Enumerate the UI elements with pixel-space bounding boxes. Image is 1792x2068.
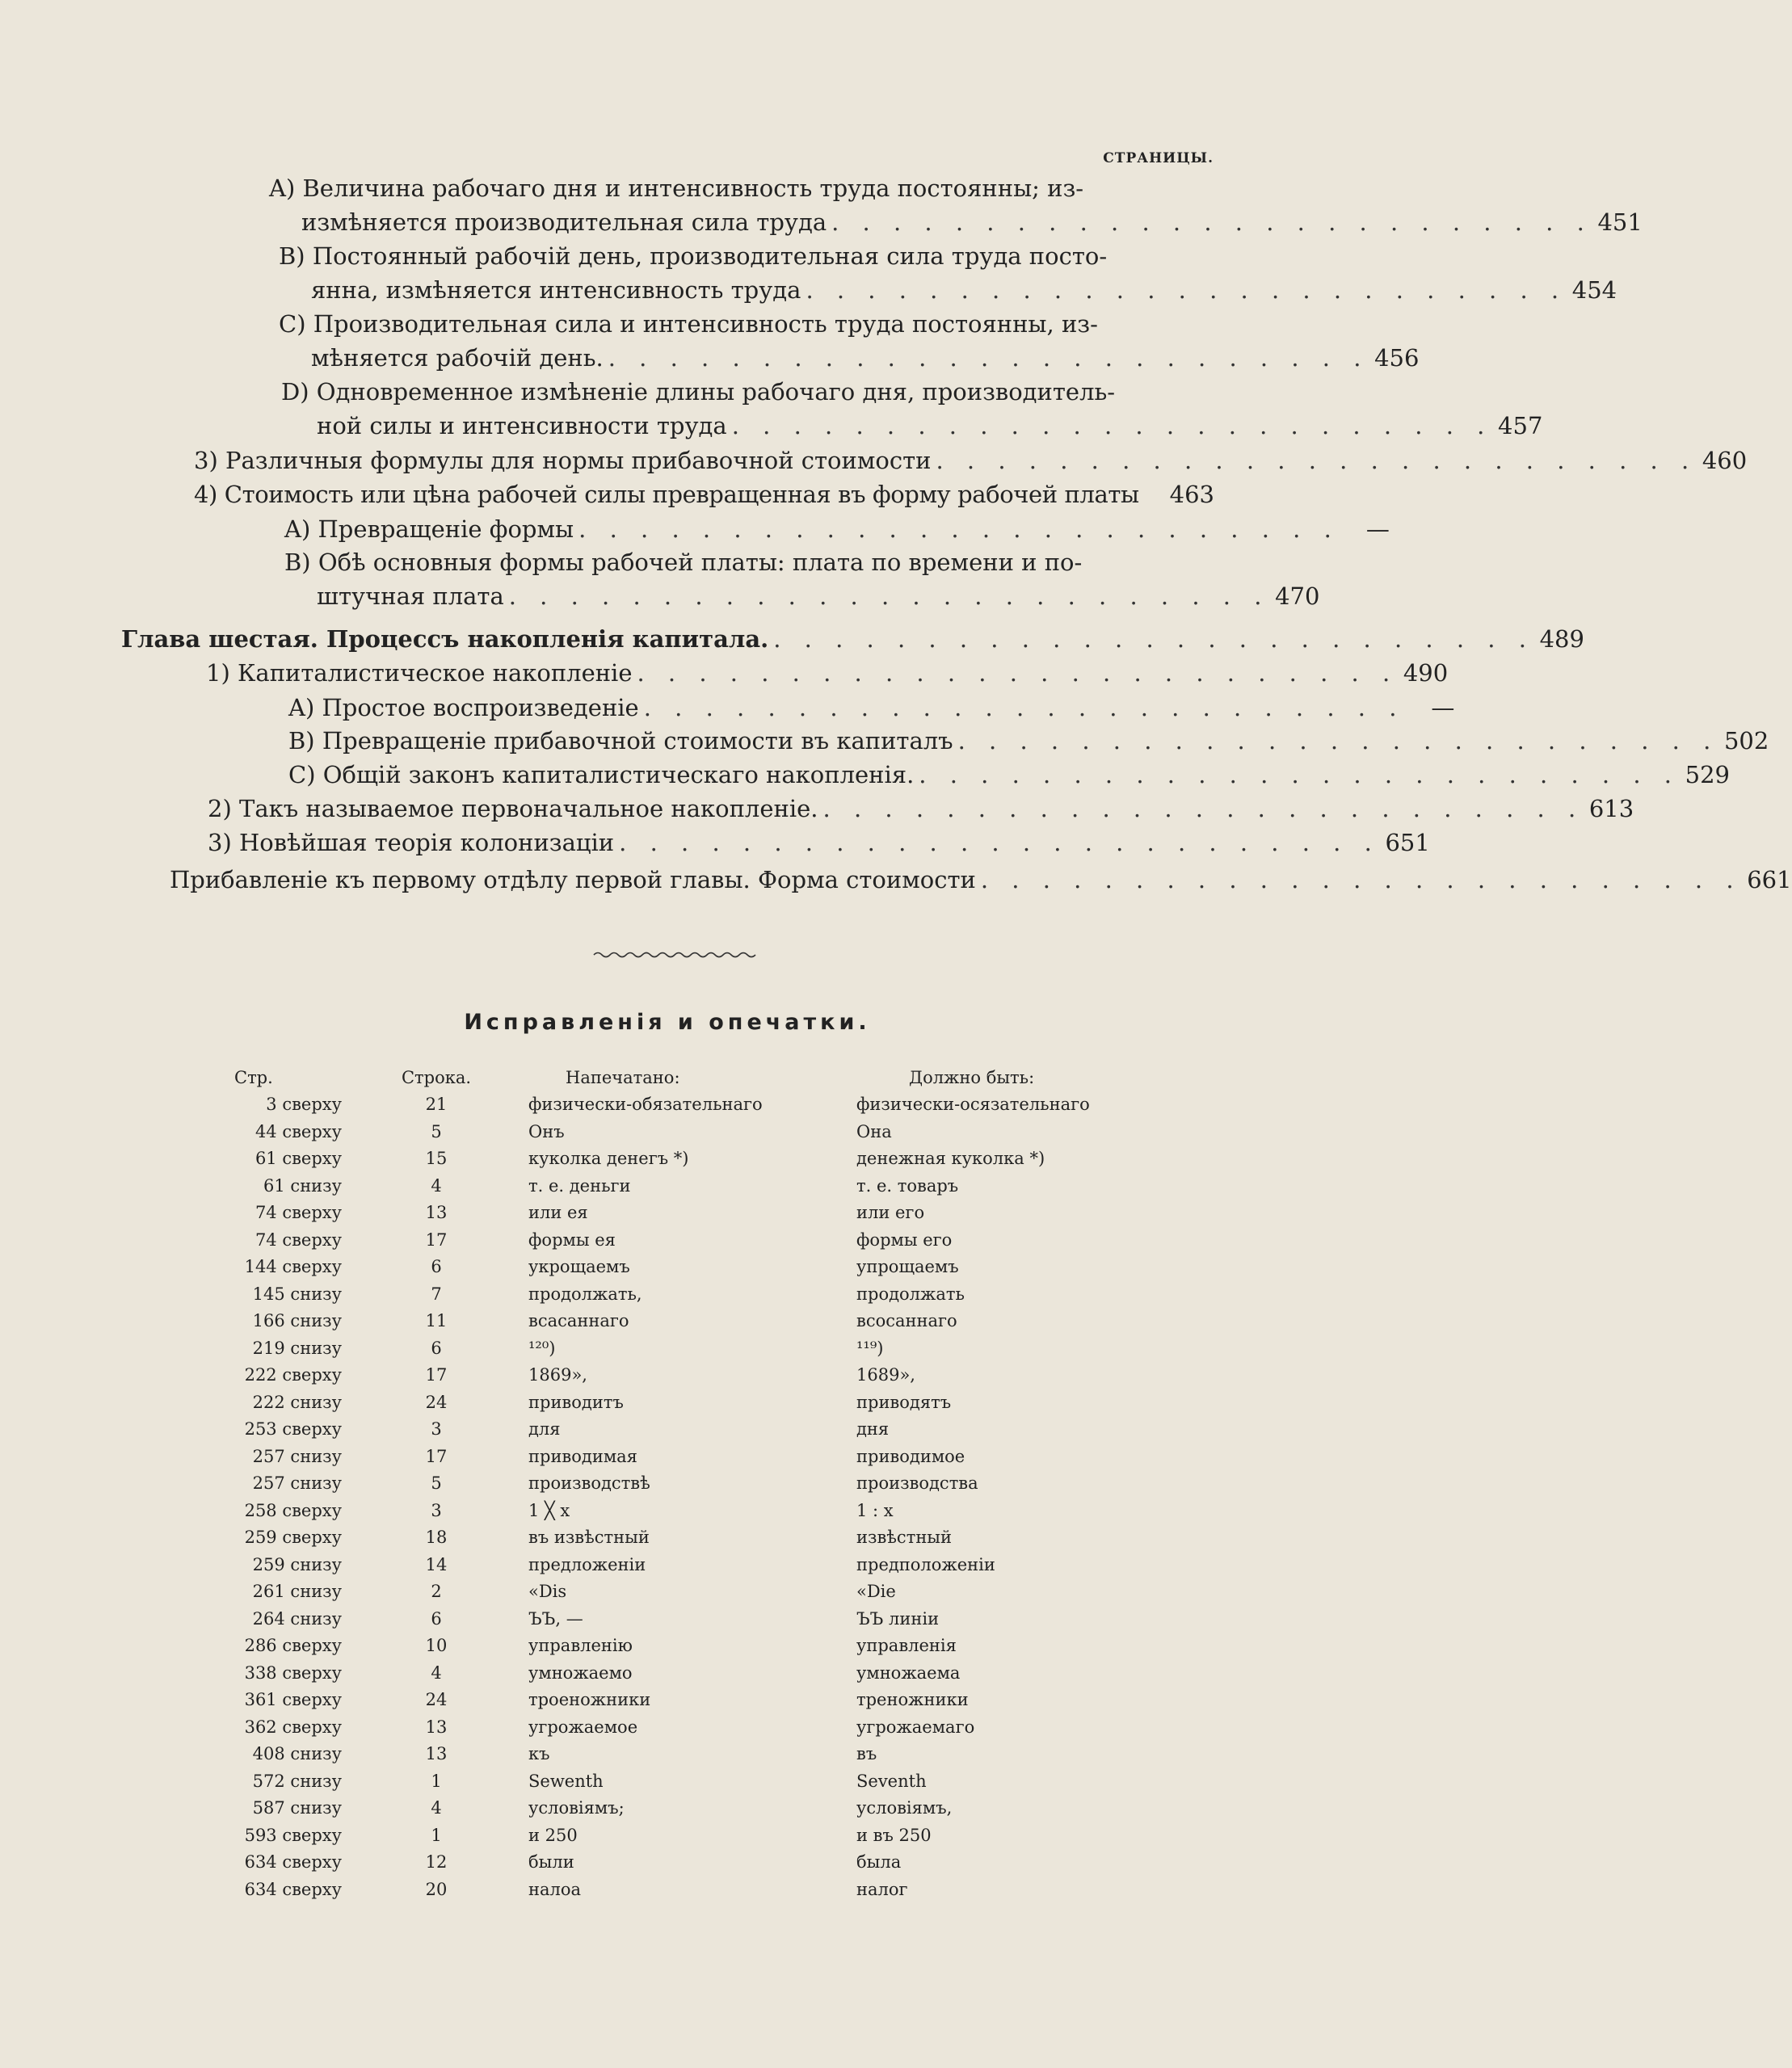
errata-printed: для xyxy=(528,1419,561,1439)
errata-row xyxy=(0,1176,1335,1203)
errata-should: «Die xyxy=(856,1582,896,1601)
toc-entry xyxy=(206,656,1449,690)
errata-row xyxy=(0,1257,1335,1284)
toc-line xyxy=(170,863,1792,897)
errata-should: Она xyxy=(856,1121,892,1141)
errata-line: 2 xyxy=(431,1582,442,1601)
errata-should: 1 : x xyxy=(856,1500,894,1520)
toc-text: штучная плата xyxy=(317,582,504,610)
toc-entry xyxy=(170,863,1792,897)
errata-printed: Онъ xyxy=(528,1121,565,1141)
errata-should: условіямъ, xyxy=(856,1798,953,1818)
errata-printed: всасаннаго xyxy=(528,1311,629,1330)
toc-line xyxy=(288,724,1769,758)
errata-printed: троеножники xyxy=(528,1690,651,1709)
errata-printed: угрожаемое xyxy=(528,1717,638,1737)
toc-line xyxy=(279,239,1214,273)
toc-page-number: 529 xyxy=(1685,761,1730,788)
errata-page: 219 снизу xyxy=(252,1338,342,1358)
errata-line: 20 xyxy=(425,1879,448,1899)
toc-entry xyxy=(194,443,1748,477)
errata-page: 634 сверху xyxy=(244,1879,342,1899)
toc-text: C) Общій законъ капиталистическаго накопленія. xyxy=(288,761,915,788)
errata-line: 7 xyxy=(431,1284,442,1304)
errata-line: 13 xyxy=(425,1717,448,1737)
errata-line: 6 xyxy=(431,1257,442,1276)
errata-row xyxy=(0,1717,1335,1744)
errata-row xyxy=(0,1690,1335,1717)
errata-page: 222 сверху xyxy=(244,1365,342,1385)
errata-page: 258 сверху xyxy=(244,1500,342,1520)
leader-dots: . . . . . . . . . . . . . . . . . . . . . . . . . xyxy=(608,344,1369,372)
errata-should: налог xyxy=(856,1879,908,1899)
errata-line: 13 xyxy=(425,1203,448,1222)
errata-page: 3 сверху xyxy=(266,1095,342,1114)
errata-line: 13 xyxy=(425,1744,448,1763)
errata-row xyxy=(0,1772,1335,1798)
toc-entry xyxy=(288,724,1769,758)
leader-dots: . . . . . . . . . . . . . . . . . . . . . . . . . xyxy=(619,829,1380,856)
errata-page: 257 снизу xyxy=(252,1473,342,1493)
toc-page-number: — xyxy=(1431,694,1455,721)
toc-line xyxy=(288,691,1455,725)
errata-should: приводятъ xyxy=(856,1392,952,1412)
errata-printed: 1 ╳ x xyxy=(528,1500,570,1520)
errata-page: 166 снизу xyxy=(252,1311,342,1330)
toc-text: A) Превращеніе формы xyxy=(284,515,574,543)
toc-text: A) Величина рабочаго дня и интенсивность труда постоянны; из- xyxy=(269,174,1084,202)
errata-line: 21 xyxy=(425,1095,448,1114)
toc-entry xyxy=(288,758,1730,792)
errata-page: 145 снизу xyxy=(252,1284,342,1304)
errata-row xyxy=(0,1473,1335,1500)
toc-page-number: 470 xyxy=(1275,582,1320,610)
errata-row xyxy=(0,1284,1335,1311)
toc-text: D) Одновременное измѣненіе длины рабочаго дня, производитель- xyxy=(281,378,1116,406)
errata-page: 587 снизу xyxy=(252,1798,342,1818)
errata-line: 1 xyxy=(431,1771,442,1791)
toc-text: B) Обѣ основныя формы рабочей платы: плата по времени и по- xyxy=(284,549,1083,576)
errata-line: 5 xyxy=(431,1121,442,1141)
errata-header-row xyxy=(0,1068,1335,1095)
errata-line: 14 xyxy=(425,1554,448,1574)
errata-page: 338 сверху xyxy=(244,1662,342,1683)
errata-row xyxy=(0,1636,1335,1662)
toc-text: янна, измѣняется интенсивность труда xyxy=(311,276,801,304)
errata-page: 634 сверху xyxy=(244,1852,342,1872)
errata-should: продолжать xyxy=(856,1284,965,1304)
errata-page: 362 сверху xyxy=(244,1717,342,1737)
errata-header-page: Стр. xyxy=(234,1068,273,1087)
toc-line xyxy=(288,758,1730,792)
errata-line: 6 xyxy=(431,1338,442,1358)
leader-dots: . . . . . . . . . . . . . . . . . . . . . . . . . xyxy=(508,582,1270,610)
errata-title: Исправленія и опечатки. xyxy=(464,1010,871,1035)
errata-line: 3 xyxy=(431,1500,442,1520)
errata-line: 17 xyxy=(425,1229,448,1250)
errata-printed: 1869», xyxy=(528,1365,587,1385)
toc-entry xyxy=(288,691,1455,725)
errata-page: 259 снизу xyxy=(252,1554,342,1574)
toc-text: B) Превращеніе прибавочной стоимости въ капиталъ xyxy=(288,727,953,754)
errata-header-line: Строка. xyxy=(401,1068,472,1087)
errata-row xyxy=(0,1419,1335,1446)
errata-page: 222 снизу xyxy=(252,1392,342,1412)
errata-printed: и 250 xyxy=(528,1825,578,1845)
errata-row xyxy=(0,1122,1335,1149)
errata-page: 361 сверху xyxy=(244,1690,342,1709)
errata-printed: или ея xyxy=(528,1203,588,1222)
errata-printed: Sewenth xyxy=(528,1771,604,1791)
errata-should: угрожаемаго xyxy=(856,1717,975,1737)
toc-entry xyxy=(208,792,1634,826)
errata-should: формы его xyxy=(856,1229,953,1250)
errata-printed: налоа xyxy=(528,1879,582,1899)
errata-line: 1 xyxy=(431,1825,442,1845)
toc-text: измѣняется производительная сила труда xyxy=(301,208,827,236)
toc-page-number: 456 xyxy=(1374,344,1420,372)
leader-dots: . . . . . . . . . . . . . . . . . . . . . . . . . xyxy=(643,694,1405,721)
errata-row xyxy=(0,1339,1335,1365)
errata-page: 61 сверху xyxy=(254,1149,342,1168)
toc-line xyxy=(284,512,1390,546)
toc-text: B) Постоянный рабочій день, производительная сила труда посто- xyxy=(279,242,1108,270)
errata-printed: «Dis xyxy=(528,1582,567,1601)
toc-line xyxy=(279,341,1420,375)
errata-row xyxy=(0,1582,1335,1608)
errata-page: 74 сверху xyxy=(254,1203,342,1222)
toc-chapter-entry xyxy=(121,622,1584,656)
toc-page-number: 661 xyxy=(1747,866,1792,893)
errata-header-should: Должно быть: xyxy=(909,1068,1035,1087)
errata-printed: управленію xyxy=(528,1636,633,1655)
errata-page: 261 снизу xyxy=(252,1582,342,1601)
errata-line: 6 xyxy=(431,1608,442,1629)
errata-printed: условіямъ; xyxy=(528,1798,625,1818)
leader-dots: . . . . . . . . . . . . . . . . . . . . . . . . . xyxy=(919,761,1680,788)
errata-row xyxy=(0,1852,1335,1879)
errata-line: 5 xyxy=(431,1473,442,1493)
toc-text: 2) Такъ называемое первоначальное накопленіе. xyxy=(208,795,818,822)
errata-line: 18 xyxy=(425,1528,448,1547)
leader-dots: . . . . . . . . . . . . . . . . . . . . . . . . . xyxy=(957,727,1719,754)
errata-should: дня xyxy=(856,1419,890,1439)
errata-printed: ¹²⁰) xyxy=(528,1338,556,1358)
toc-line xyxy=(208,792,1634,826)
toc-line xyxy=(208,826,1430,860)
errata-line: 12 xyxy=(425,1852,448,1872)
errata-printed: предложеніи xyxy=(528,1554,646,1574)
toc-line xyxy=(194,477,1214,511)
errata-line: 4 xyxy=(431,1798,442,1818)
errata-printed: были xyxy=(528,1852,574,1872)
errata-page: 408 снизу xyxy=(252,1744,342,1763)
toc-entry xyxy=(284,545,1320,613)
errata-should: 1689», xyxy=(856,1365,915,1385)
wavy-divider xyxy=(594,949,755,960)
errata-line: 3 xyxy=(431,1419,442,1439)
toc-text: Прибавленіе къ первому отдѣлу первой главы. Форма стоимости xyxy=(170,866,976,893)
errata-row xyxy=(0,1393,1335,1419)
toc-text: 4) Стоимость или цѣна рабочей силы превращенная въ форму рабочей платы xyxy=(194,481,1139,508)
errata-page: 74 сверху xyxy=(254,1229,342,1250)
toc-page-number: 457 xyxy=(1498,412,1543,439)
errata-printed: укрощаемъ xyxy=(528,1257,630,1276)
toc-line xyxy=(279,307,1214,341)
errata-row xyxy=(0,1311,1335,1338)
toc-line xyxy=(281,409,1543,443)
toc-line xyxy=(269,171,1214,205)
errata-line: 11 xyxy=(425,1311,448,1330)
errata-row xyxy=(0,1798,1335,1825)
errata-printed: къ xyxy=(528,1744,550,1763)
toc-text: Глава шестая. Процессъ накопленія капитала. xyxy=(121,625,769,653)
errata-line: 4 xyxy=(431,1662,442,1683)
errata-page: 286 сверху xyxy=(244,1636,342,1655)
errata-page: 572 снизу xyxy=(252,1771,342,1791)
toc-entry xyxy=(208,826,1430,860)
errata-should: умножаема xyxy=(856,1662,961,1683)
errata-row xyxy=(0,1555,1335,1582)
errata-row xyxy=(0,1230,1335,1257)
errata-printed: т. е. деньги xyxy=(528,1175,631,1196)
toc-page-number: 651 xyxy=(1385,829,1430,856)
toc-text: 3) Новѣйшая теорія колонизаціи xyxy=(208,829,615,856)
errata-printed: умножаемо xyxy=(528,1662,633,1683)
toc-text: ной силы и интенсивности труда xyxy=(317,412,727,439)
errata-row xyxy=(0,1528,1335,1554)
errata-printed: формы ея xyxy=(528,1229,616,1250)
errata-should: управленія xyxy=(856,1636,957,1655)
errata-printed: ЪЪ, — xyxy=(528,1608,583,1629)
toc-entry xyxy=(279,239,1617,307)
errata-line: 10 xyxy=(425,1636,448,1655)
leader-dots: . . . . . . . . . . . . . . . . . . . . . . . . . xyxy=(773,625,1534,653)
errata-should: ЪЪ линіи xyxy=(856,1608,940,1629)
errata-row xyxy=(0,1095,1335,1121)
errata-page: 264 снизу xyxy=(252,1608,342,1629)
toc-entry xyxy=(269,171,1643,239)
toc-line xyxy=(194,443,1748,477)
toc-text: A) Простое воспроизведеніе xyxy=(288,694,639,721)
errata-printed: куколка денегъ *) xyxy=(528,1149,689,1168)
toc-line xyxy=(284,545,1214,579)
errata-line: 17 xyxy=(425,1365,448,1385)
toc-line xyxy=(284,579,1320,613)
errata-printed: продолжать, xyxy=(528,1284,642,1304)
errata-line: 24 xyxy=(425,1690,448,1709)
toc-line xyxy=(279,273,1617,307)
errata-page: 257 снизу xyxy=(252,1446,342,1466)
errata-should: и въ 250 xyxy=(856,1825,932,1845)
errata-should: предположеніи xyxy=(856,1554,995,1574)
toc-page-number: 463 xyxy=(1169,481,1214,508)
leader-dots: . . . . . . . . . . . . . . . . . . . . . . . . . xyxy=(936,447,1697,474)
errata-line: 17 xyxy=(425,1446,448,1466)
errata-line: 15 xyxy=(425,1149,448,1168)
errata-should: производства xyxy=(856,1473,978,1493)
errata-row xyxy=(0,1880,1335,1906)
errata-page: 61 снизу xyxy=(263,1175,342,1196)
leader-dots: . . . . . . . . . . . . . . . . . . . . . . . . . xyxy=(980,866,1742,893)
errata-page: 144 сверху xyxy=(244,1257,342,1276)
errata-should: упрощаемъ xyxy=(856,1257,959,1276)
leader-dots: . . . . . . . . . . . . . . . . . . . . . . . . . xyxy=(831,208,1592,236)
errata-should: была xyxy=(856,1852,902,1872)
errata-should: приводимое xyxy=(856,1446,965,1466)
errata-printed: производствѣ xyxy=(528,1473,650,1493)
leader-dots: . . . . . . . . . . . . . . . . . . . . . . . . . xyxy=(731,412,1493,439)
toc-entry xyxy=(284,512,1390,546)
errata-page: 253 сверху xyxy=(244,1419,342,1439)
toc-line xyxy=(269,205,1643,239)
errata-row xyxy=(0,1663,1335,1690)
toc-page-number: 613 xyxy=(1588,795,1634,822)
toc-text: 1) Капиталистическое накопленіе xyxy=(206,659,633,687)
toc-text: мѣняется рабочій день. xyxy=(311,344,604,372)
pages-column-label: СТРАНИЦЫ. xyxy=(1103,150,1214,166)
leader-dots: . . . . . . . . . . . . . . . . . . . . . . . . . xyxy=(806,276,1567,304)
errata-printed: приводитъ xyxy=(528,1392,624,1412)
errata-should: или его xyxy=(856,1203,925,1222)
toc-page-number: 489 xyxy=(1539,625,1584,653)
errata-line: 24 xyxy=(425,1392,448,1412)
toc-line xyxy=(281,375,1214,409)
errata-row xyxy=(0,1203,1335,1229)
toc-line xyxy=(206,656,1449,690)
toc-page-number: 490 xyxy=(1403,659,1449,687)
errata-row xyxy=(0,1826,1335,1852)
errata-should: ¹¹⁹) xyxy=(856,1338,884,1358)
leader-dots: . . . . . . . . . . . . . . . . . . . . . . . . . xyxy=(822,795,1584,822)
errata-row xyxy=(0,1609,1335,1636)
toc-page-number: 460 xyxy=(1702,447,1748,474)
toc-page-number: 454 xyxy=(1571,276,1617,304)
errata-page: 44 сверху xyxy=(254,1121,342,1141)
errata-header-printed: Напечатано: xyxy=(566,1068,680,1087)
errata-should: т. е. товаръ xyxy=(856,1175,959,1196)
toc-entry xyxy=(194,477,1214,511)
toc-text: C) Производительная сила и интенсивность труда постоянны, из- xyxy=(279,310,1098,338)
leader-dots: . . . . . . . . . . . . . . . . . . . . . . . . . xyxy=(578,515,1340,543)
toc-text: 3) Различныя формулы для нормы прибавочной стоимости xyxy=(194,447,932,474)
toc-line xyxy=(121,622,1584,656)
leader-dots: . . . . . . . . . . . . . . . . . . . . . . . . . xyxy=(637,659,1399,687)
errata-row xyxy=(0,1447,1335,1473)
errata-printed: приводимая xyxy=(528,1446,637,1466)
toc-entry xyxy=(279,307,1420,375)
errata-printed: физически-обязательнаго xyxy=(528,1095,763,1114)
errata-page: 593 сверху xyxy=(244,1825,342,1845)
errata-should: Seventh xyxy=(856,1771,927,1791)
toc-page-number: — xyxy=(1365,515,1390,543)
errata-row xyxy=(0,1149,1335,1175)
errata-line: 4 xyxy=(431,1175,442,1196)
errata-should: треножники xyxy=(856,1690,969,1709)
toc-page-number: 502 xyxy=(1723,727,1769,754)
errata-printed: въ извѣстный xyxy=(528,1528,650,1547)
errata-should: извѣстный xyxy=(856,1528,953,1547)
errata-should: денежная куколка *) xyxy=(856,1149,1045,1168)
errata-should: физически-осязательнаго xyxy=(856,1095,1090,1114)
toc-entry xyxy=(281,375,1543,443)
toc-page-number: 451 xyxy=(1597,208,1643,236)
errata-row xyxy=(0,1744,1335,1771)
errata-should: всосаннаго xyxy=(856,1311,957,1330)
errata-page: 259 сверху xyxy=(244,1528,342,1547)
errata-row xyxy=(0,1365,1335,1392)
errata-row xyxy=(0,1501,1335,1528)
errata-should: въ xyxy=(856,1744,877,1763)
